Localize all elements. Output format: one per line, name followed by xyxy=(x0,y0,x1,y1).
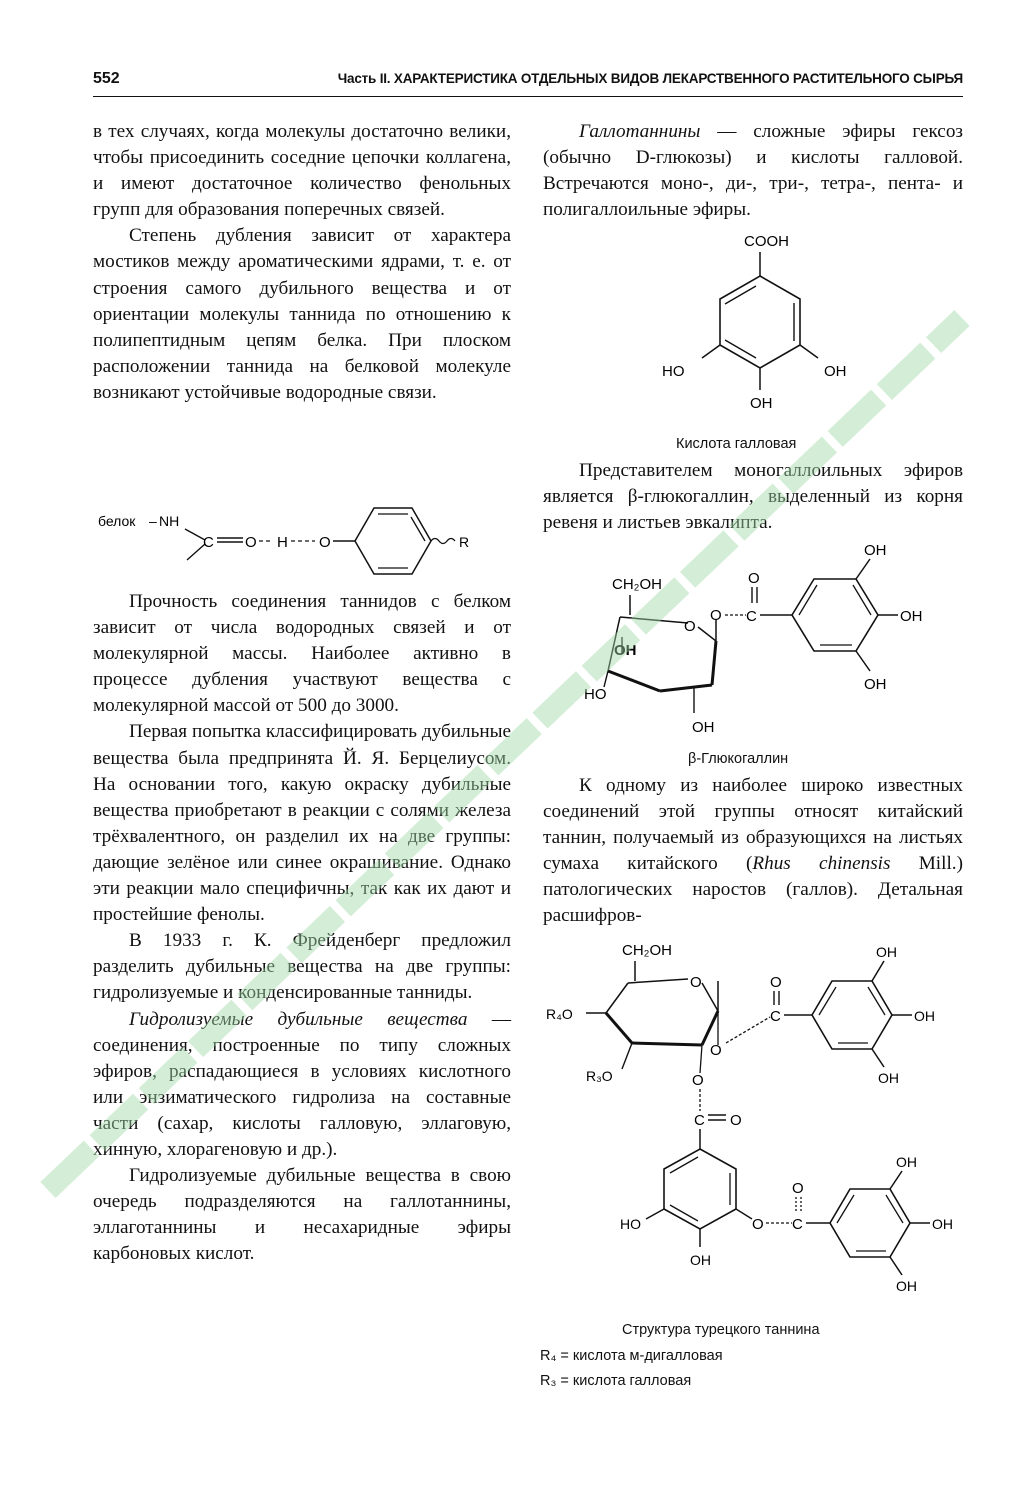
tannin-ch2oh-label: CH₂OH xyxy=(622,942,672,959)
ring3-oh-mid-label: OH xyxy=(932,1216,953,1232)
left-column-block-2 xyxy=(93,589,511,1267)
turkish-tannin-structure xyxy=(540,935,965,1320)
tannin-o3-label: O xyxy=(792,1180,804,1197)
glucogallin-ch2oh-label: CH₂OH xyxy=(612,576,662,593)
tannin-link1-o-label: O xyxy=(710,1042,722,1059)
glucogallin-link-o-label: O xyxy=(710,607,722,624)
cooh-label: COOH xyxy=(744,233,789,250)
right-paragraph-3: К одному из наиболее широко известных соединений этой группы относят китайский таннин, получаемый из образующихся на листьях сумаха китайского (Rhus chinensis Mill.) патологических наростов (галлов). Детальная расшифров- xyxy=(543,775,963,927)
gallic-ho-label: HO xyxy=(662,363,685,380)
right-column-block-1 xyxy=(543,119,963,223)
left-column-block-1 xyxy=(93,119,511,406)
tannin-c2-label: C xyxy=(694,1112,705,1129)
ring1-oh-top-label: OH xyxy=(876,944,897,960)
tannin-link3-o-label: O xyxy=(752,1216,764,1233)
legend-r3: R₃ = кислота галловая xyxy=(540,1373,692,1389)
gallic-acid-structure xyxy=(640,226,880,431)
glucogallin-ring-oh-bottom-label: OH xyxy=(692,719,715,736)
hydrogen-label: H xyxy=(277,534,288,551)
right-paragraph-1: Галлотаннины — сложные эфиры гексоз (обычно D-глюкозы) и кислоты галловой. Встречаются моно-, ди-, три-, тетра-, пента- и полигаллоильные эфиры. xyxy=(543,121,963,221)
nh-label: NH xyxy=(159,513,180,529)
tannin-c3-label: C xyxy=(792,1216,803,1233)
ring1-oh-mid-label: OH xyxy=(914,1008,935,1024)
tannin-o2-label: O xyxy=(730,1112,742,1129)
tannin-ring-o-label: O xyxy=(690,974,702,991)
glucogallin-c-label: C xyxy=(746,608,757,625)
right-paragraph-2: Представителем моногаллоильных эфиров является β-глюкогаллин, выделенный из корня ревеня и листьев эвкалипта. xyxy=(543,460,963,534)
tannin-c1-label: C xyxy=(770,1008,781,1025)
carbonyl-o-label: O xyxy=(245,534,257,551)
glucogallin-carbonyl-o-label: O xyxy=(748,570,760,587)
tannin-link2-o-label: O xyxy=(692,1072,704,1089)
ring2-ho-label: HO xyxy=(620,1216,641,1232)
legend-r4: R₄ = кислота м-дигалловая xyxy=(540,1348,723,1364)
tannin-o1-label: O xyxy=(770,974,782,991)
carbon-label: C xyxy=(203,534,214,551)
left-paragraph-6: Гидролизуемые дубильные вещества — соединения, построенные по типу сложных эфиров, распадающиеся в условиях кислотного или энзиматического гидролиза на составные части (сахар, кислоты галловую, эллаговую, хинную, хлорагеновую и др.). xyxy=(93,1008,512,1160)
ring3-oh-bot-label: OH xyxy=(896,1278,917,1294)
right-column-block-2 xyxy=(543,458,963,536)
running-header xyxy=(93,70,963,96)
tannin-r3o-label: R₃O xyxy=(586,1068,613,1084)
ring1-oh-bot-label: OH xyxy=(878,1070,899,1086)
gallic-oh-bottom-label: OH xyxy=(750,395,773,412)
tannin-r4o-label: R₄O xyxy=(546,1006,573,1022)
left-paragraph-2: Степень дубления зависит от характера мостиков между ароматическими ядрами, т. е. от строения самого дубильного вещества и от ориентации молекулы таннида по отношению к полипептидным цепям белка. При плоском расположении таннида на белковой молекуле возникают устойчивые водородные связи. xyxy=(93,225,511,403)
right-column-block-3 xyxy=(543,773,963,930)
svg-text:–: – xyxy=(149,513,157,529)
left-paragraph-7: Гидролизуемые дубильные вещества в свою очередь подразделяются на галлотаннины, эллаготаннины и несахаридные эфиры карбоновых кислот. xyxy=(93,1165,511,1265)
protein-label: белок xyxy=(98,513,136,529)
header-rule xyxy=(93,96,963,97)
species-name: Rhus chinensis xyxy=(752,853,891,875)
running-title: Часть II. ХАРАКТЕРИСТИКА ОТДЕЛЬНЫХ ВИДОВ ЛЕКАРСТВЕННОГО РАСТИТЕЛЬНОГО СЫРЬЯ xyxy=(337,71,963,86)
hydrogen-bond-scheme xyxy=(93,498,513,578)
gallic-oh-right-label: OH xyxy=(824,363,847,380)
ring2-oh-label: OH xyxy=(690,1252,711,1268)
glucogallin-structure xyxy=(580,537,960,752)
left-paragraph-3: Прочность соединения таннидов с белком зависит от числа водородных связей и от молекулярной массы. Наиболее активно в процессе дубления участвуют вещества с молекулярной массой от 500 до 3000. xyxy=(93,591,511,717)
glucogallin-caption: β-Глюкогаллин xyxy=(688,751,789,767)
glucogallin-ring-oh-label: OH xyxy=(614,642,637,659)
page-number: 552 xyxy=(93,70,120,87)
hydrolysable-term: Гидролизуемые дубильные вещества xyxy=(129,1008,468,1030)
gallic-acid-caption: Кислота галловая xyxy=(676,436,797,452)
glucogallin-ho-label: HO xyxy=(584,686,607,703)
gallotannins-term: Галлотаннины xyxy=(579,121,701,142)
r-label: R xyxy=(459,534,470,550)
phenol-o-label: O xyxy=(319,534,331,551)
left-paragraph-4: Первая попытка классифицировать дубильные вещества была предпринята Й. Я. Берцелиусом. На основании того, какую окраску дубильные вещества приобретают в реакции с солями железа трёхвалентного, он разделил их на две группы: дающие зелёное или синее окрашивание. Однако эти реакции мало специфичны, так как их дают и простейшие фенолы. xyxy=(93,721,511,926)
ring3-oh-top-label: OH xyxy=(896,1154,917,1170)
glucogallin-ring-o-label: O xyxy=(684,618,696,635)
turkish-tannin-caption: Структура турецкого таннина xyxy=(622,1322,820,1338)
glucogallin-oh-mid-label: OH xyxy=(900,608,923,625)
glucogallin-oh-bot-label: OH xyxy=(864,676,887,693)
left-paragraph-1: в тех случаях, когда молекулы достаточно велики, чтобы присоединить соседние цепочки коллагена, и имеют достаточное количество фенольных групп для образования поперечных связей. xyxy=(93,121,511,221)
glucogallin-oh-top-label: OH xyxy=(864,542,887,559)
left-paragraph-5: В 1933 г. К. Фрейденберг предложил разделить дубильные вещества на две группы: гидролизуемые и конденсированные танниды. xyxy=(93,930,511,1004)
